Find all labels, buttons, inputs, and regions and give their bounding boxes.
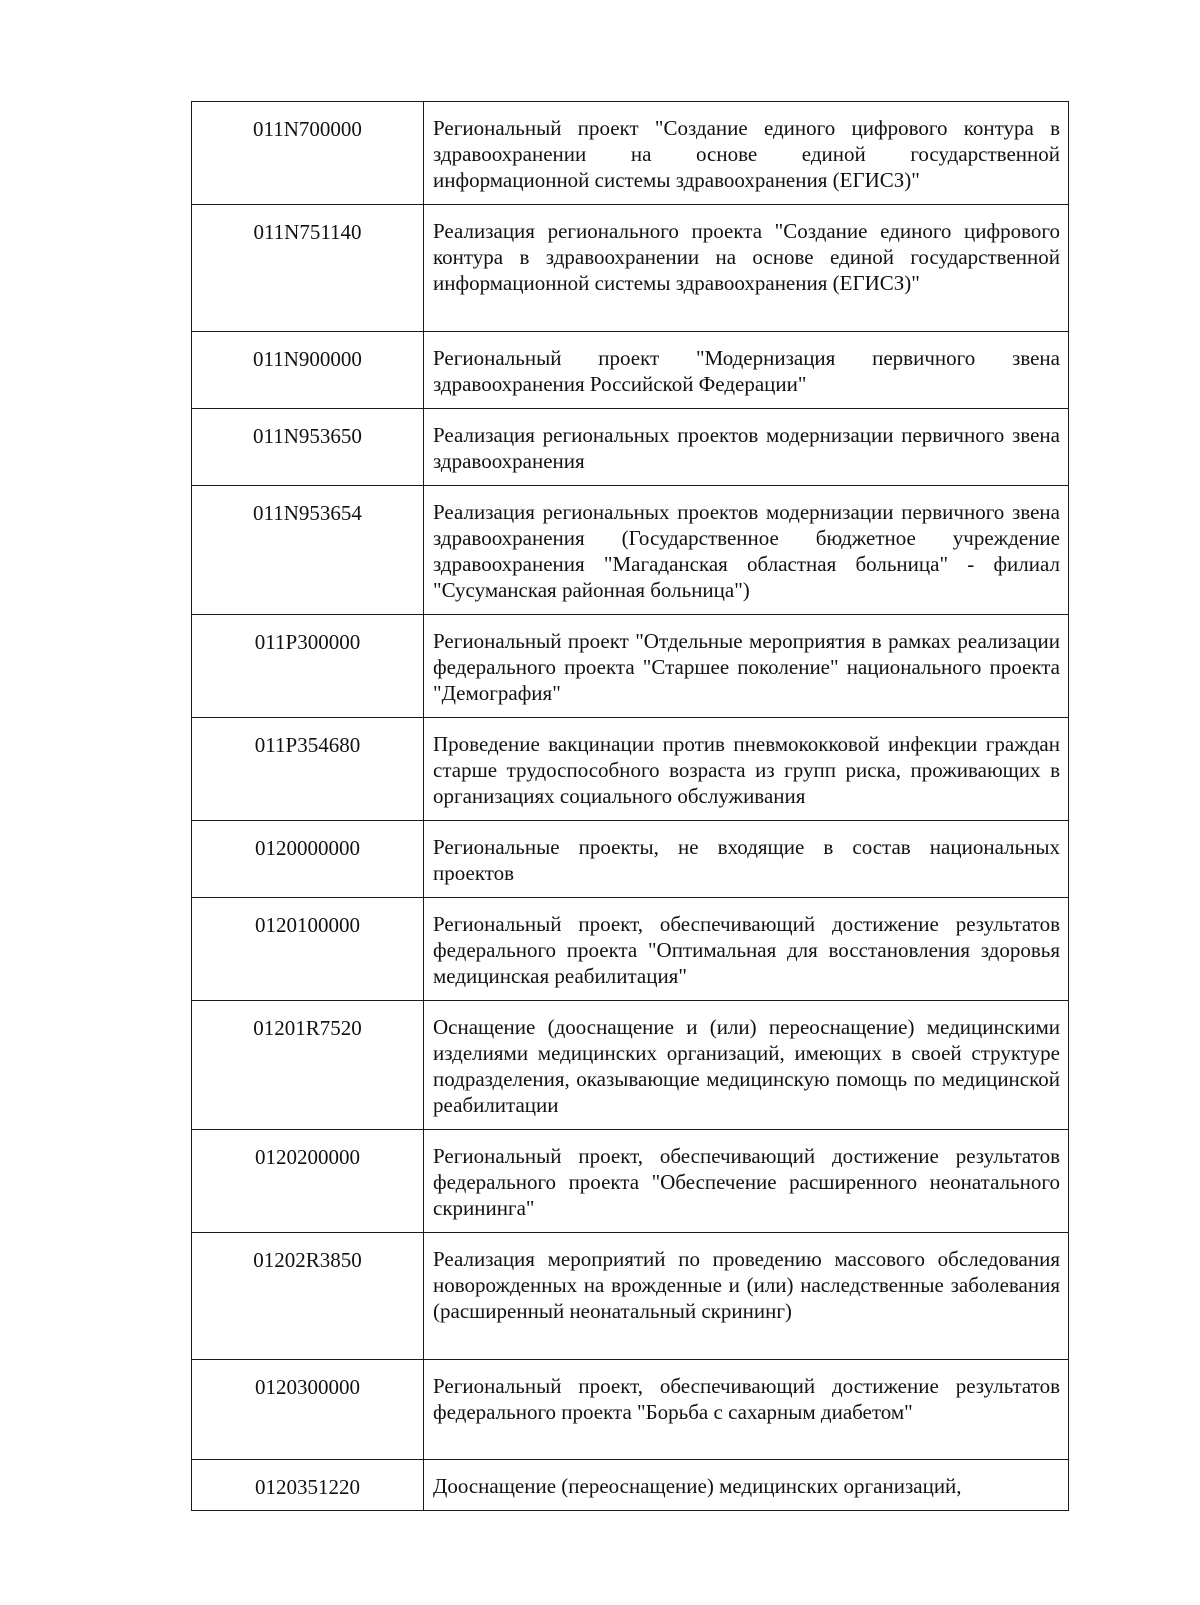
table-row [192, 486, 1069, 615]
table-row [192, 409, 1069, 486]
table-row [192, 821, 1069, 898]
table-row [192, 898, 1069, 1001]
code-cell: 011N953650 [192, 409, 424, 486]
description-cell: Проведение вакцинации против пневмококковой инфекции граждан старше трудоспособного возраста из групп риска, проживающих в организациях социального обслуживания [424, 718, 1069, 821]
code-cell: 0120351220 [192, 1460, 424, 1511]
description-cell: Оснащение (дооснащение и (или) переоснащение) медицинскими изделиями медицинских организаций, имеющих в своей структуре подразделения, оказывающие медицинскую помощь по медицинской реабилитации [424, 1001, 1069, 1130]
table-row [192, 718, 1069, 821]
code-cell: 011N900000 [192, 332, 424, 409]
table-row [192, 615, 1069, 718]
description-cell: Реализация мероприятий по проведению массового обследования новорожденных на врожденные и (или) наследственные заболевания (расширенный неонатальный скрининг) [424, 1233, 1069, 1360]
code-cell: 01201R7520 [192, 1001, 424, 1130]
description-cell: Региональный проект, обеспечивающий достижение результатов федерального проекта "Оптимальная для восстановления здоровья медицинская реабилитация" [424, 898, 1069, 1001]
code-cell: 0120000000 [192, 821, 424, 898]
table-row [192, 1460, 1069, 1511]
description-cell: Реализация региональных проектов модернизации первичного звена здравоохранения [424, 409, 1069, 486]
description-cell: Региональный проект, обеспечивающий достижение результатов федерального проекта "Обеспечение расширенного неонатального скрининга" [424, 1130, 1069, 1233]
description-cell: Региональный проект, обеспечивающий достижение результатов федерального проекта "Борьба с сахарным диабетом" [424, 1360, 1069, 1460]
table-row [192, 205, 1069, 332]
code-cell: 0120300000 [192, 1360, 424, 1460]
code-cell: 011N953654 [192, 486, 424, 615]
table-row [192, 1360, 1069, 1460]
code-cell: 011P300000 [192, 615, 424, 718]
code-cell: 011P354680 [192, 718, 424, 821]
description-cell: Региональный проект "Модернизация первичного звена здравоохранения Российской Федерации" [424, 332, 1069, 409]
description-cell: Региональный проект "Создание единого цифрового контура в здравоохранении на основе единой государственной информационной системы здравоохранения (ЕГИСЗ)" [424, 102, 1069, 205]
table-row [192, 1001, 1069, 1130]
description-cell: Реализация регионального проекта "Создание единого цифрового контура в здравоохранении на основе единой государственной информационной системы здравоохранения (ЕГИСЗ)" [424, 205, 1069, 332]
budget-codes-table [191, 101, 1069, 1511]
code-cell: 0120100000 [192, 898, 424, 1001]
code-cell: 011N751140 [192, 205, 424, 332]
description-cell: Реализация региональных проектов модернизации первичного звена здравоохранения (Государственное бюджетное учреждение здравоохранения "Магаданская областная больница" - филиал "Сусуманская районная больница") [424, 486, 1069, 615]
description-cell: Дооснащение (переоснащение) медицинских организаций, [424, 1460, 1069, 1511]
table-row [192, 102, 1069, 205]
table-row [192, 1233, 1069, 1360]
table-row [192, 1130, 1069, 1233]
code-cell: 011N700000 [192, 102, 424, 205]
table-row [192, 332, 1069, 409]
code-cell: 0120200000 [192, 1130, 424, 1233]
description-cell: Региональные проекты, не входящие в состав национальных проектов [424, 821, 1069, 898]
code-cell: 01202R3850 [192, 1233, 424, 1360]
description-cell: Региональный проект "Отдельные мероприятия в рамках реализации федерального проекта "Старшее поколение" национального проекта "Демография" [424, 615, 1069, 718]
